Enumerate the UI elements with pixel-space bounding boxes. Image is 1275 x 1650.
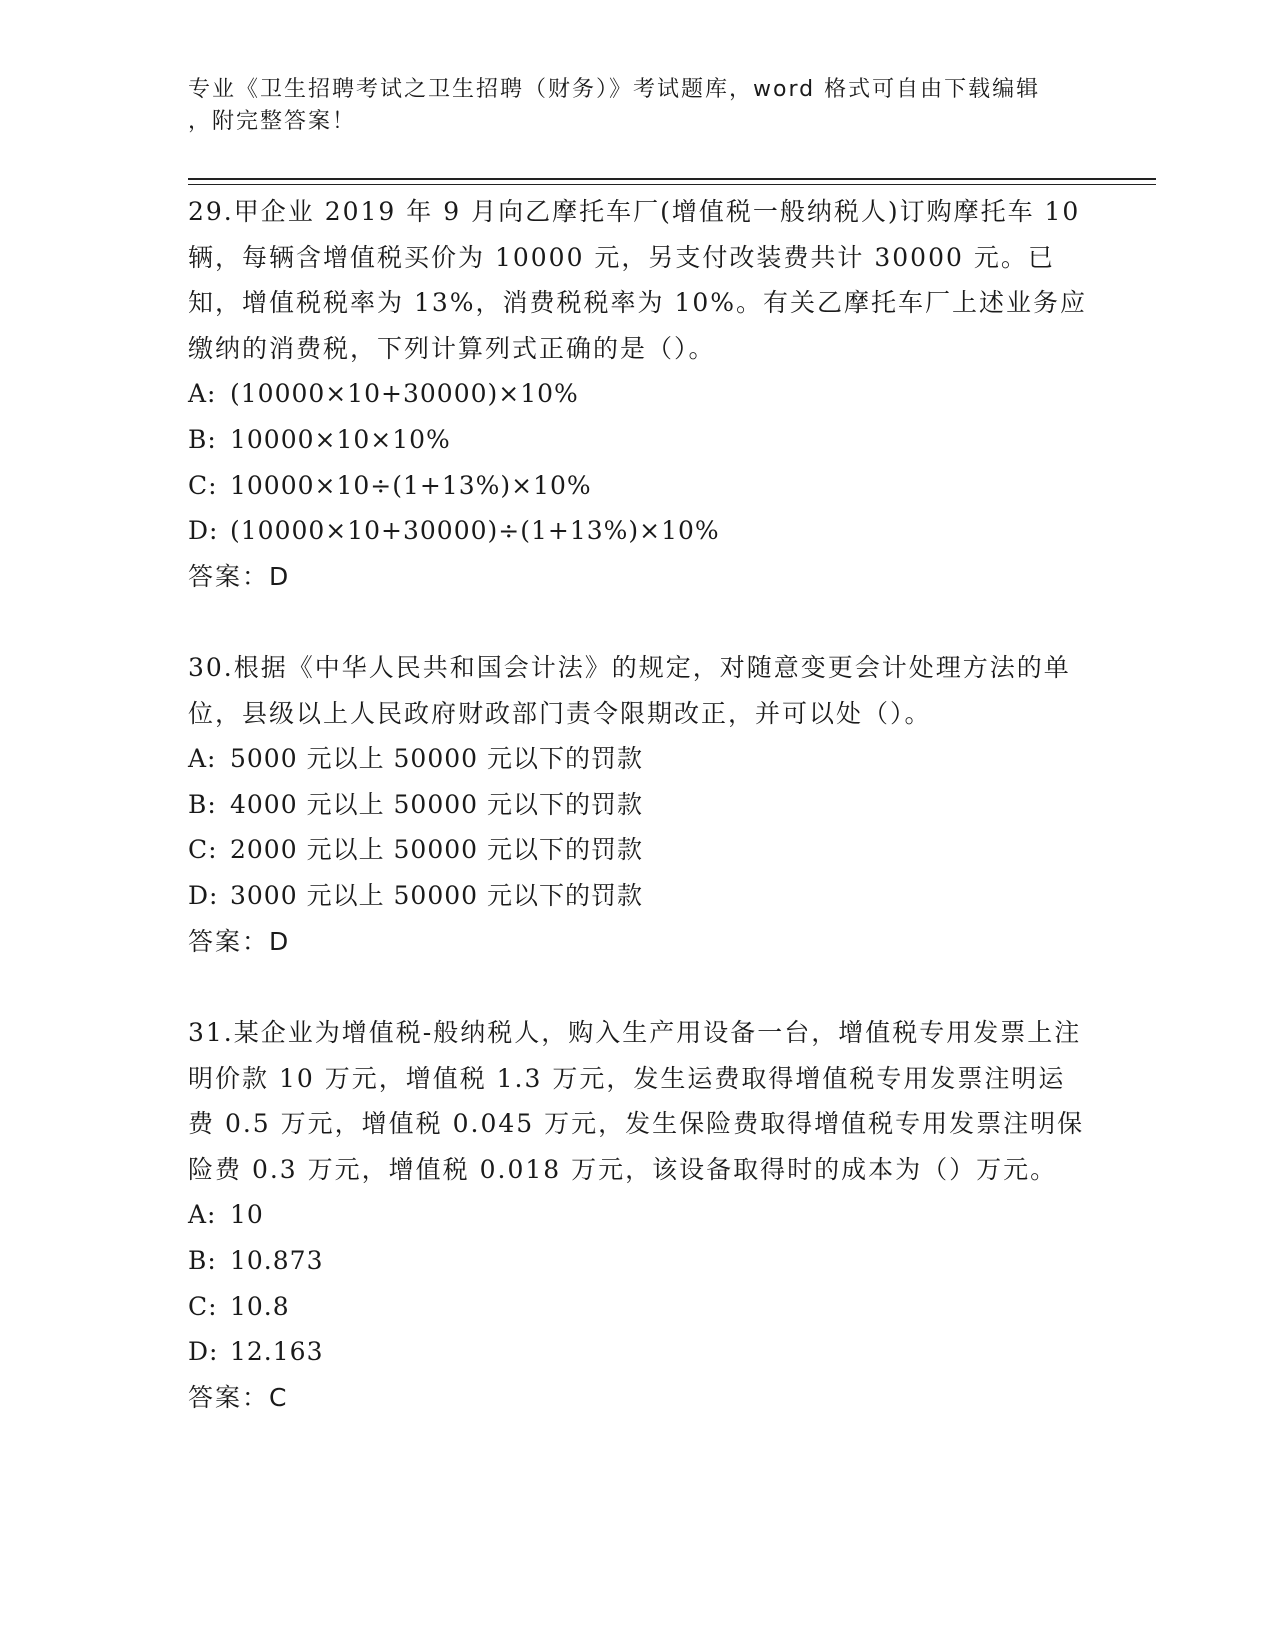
option-text: 10.8	[230, 1291, 290, 1321]
option-text: (10000×10+30000)×10%	[230, 379, 579, 409]
option-letter: A:	[188, 744, 217, 774]
document-header	[188, 74, 1088, 138]
option-letter: D:	[188, 516, 219, 546]
question-stem: 30.根据《中华人民共和国会计法》的规定，对随意变更会计处理方法的单位，县级以上人民政府财政部门责令限期改正，并可以处（）。	[188, 653, 1071, 728]
option-text: 12.163	[230, 1337, 324, 1367]
option-b	[188, 782, 1088, 828]
option-letter: D:	[188, 1337, 219, 1367]
option-letter: D:	[188, 880, 219, 910]
option-letter: A:	[188, 379, 217, 409]
option-letter: B:	[188, 424, 217, 454]
option-letter: C:	[188, 1291, 218, 1321]
question-stem: 31.某企业为增值税-般纳税人，购入生产用设备一台，增值税专用发票上注明价款 10 万元，增值税 1.3 万元，发生运费取得增值税专用发票注明运费 0.5 万元，增值税 0.045 万元，发生保险费取得增值税专用发票注明保险费 0.3 万元，增值税 0.018 万元，该设备取得时的成本为（）万元。	[188, 1018, 1085, 1184]
option-a	[188, 1192, 1088, 1238]
header-line-2: ，附完整答案！	[188, 109, 357, 134]
option-text: 10.873	[230, 1245, 324, 1275]
option-b	[188, 1238, 1088, 1284]
answer-line: 答案：D	[188, 561, 291, 591]
option-text: 10000×10×10%	[230, 424, 451, 454]
option-text: 10000×10÷(1+13%)×10%	[230, 470, 592, 500]
question-stem: 29.甲企业 2019 年 9 月向乙摩托车厂(增值税一般纳税人)订购摩托车 10 辆，每辆含增值税买价为 10000 元，另支付改装费共计 30000 元。已知，增值税税率为 13%，消费税税率为 10%。有关乙摩托车厂上述业务应缴纳的消费税，下列计算列式正确的是（）。	[188, 197, 1088, 363]
option-d	[188, 1329, 1088, 1375]
header-divider-thick	[188, 178, 1156, 180]
question-29	[188, 189, 1088, 599]
option-letter: A:	[188, 1200, 217, 1230]
answer-line: 答案：C	[188, 1382, 289, 1412]
option-a	[188, 736, 1088, 782]
option-text: 2000 元以上 50000 元以下的罚款	[230, 835, 643, 865]
option-letter: B:	[188, 1245, 217, 1275]
option-c	[188, 827, 1088, 873]
question-31	[188, 1010, 1088, 1420]
option-text: (10000×10+30000)÷(1+13%)×10%	[230, 516, 720, 546]
answer-line: 答案：D	[188, 926, 291, 956]
option-c	[188, 463, 1088, 509]
option-b	[188, 417, 1088, 463]
header-line-1: 专业《卫生招聘考试之卫生招聘（财务）》考试题库，word 格式可自由下载编辑	[188, 77, 1041, 102]
option-d	[188, 873, 1088, 919]
option-letter: B:	[188, 789, 217, 819]
option-letter: C:	[188, 835, 218, 865]
option-text: 3000 元以上 50000 元以下的罚款	[230, 880, 643, 910]
option-text: 5000 元以上 50000 元以下的罚款	[230, 744, 643, 774]
question-30	[188, 645, 1088, 964]
header-divider-thin	[188, 184, 1156, 185]
option-text: 4000 元以上 50000 元以下的罚款	[230, 789, 643, 819]
option-d	[188, 508, 1088, 554]
option-letter: C:	[188, 470, 218, 500]
option-a	[188, 371, 1088, 417]
option-text: 10	[230, 1200, 264, 1230]
option-c	[188, 1284, 1088, 1330]
